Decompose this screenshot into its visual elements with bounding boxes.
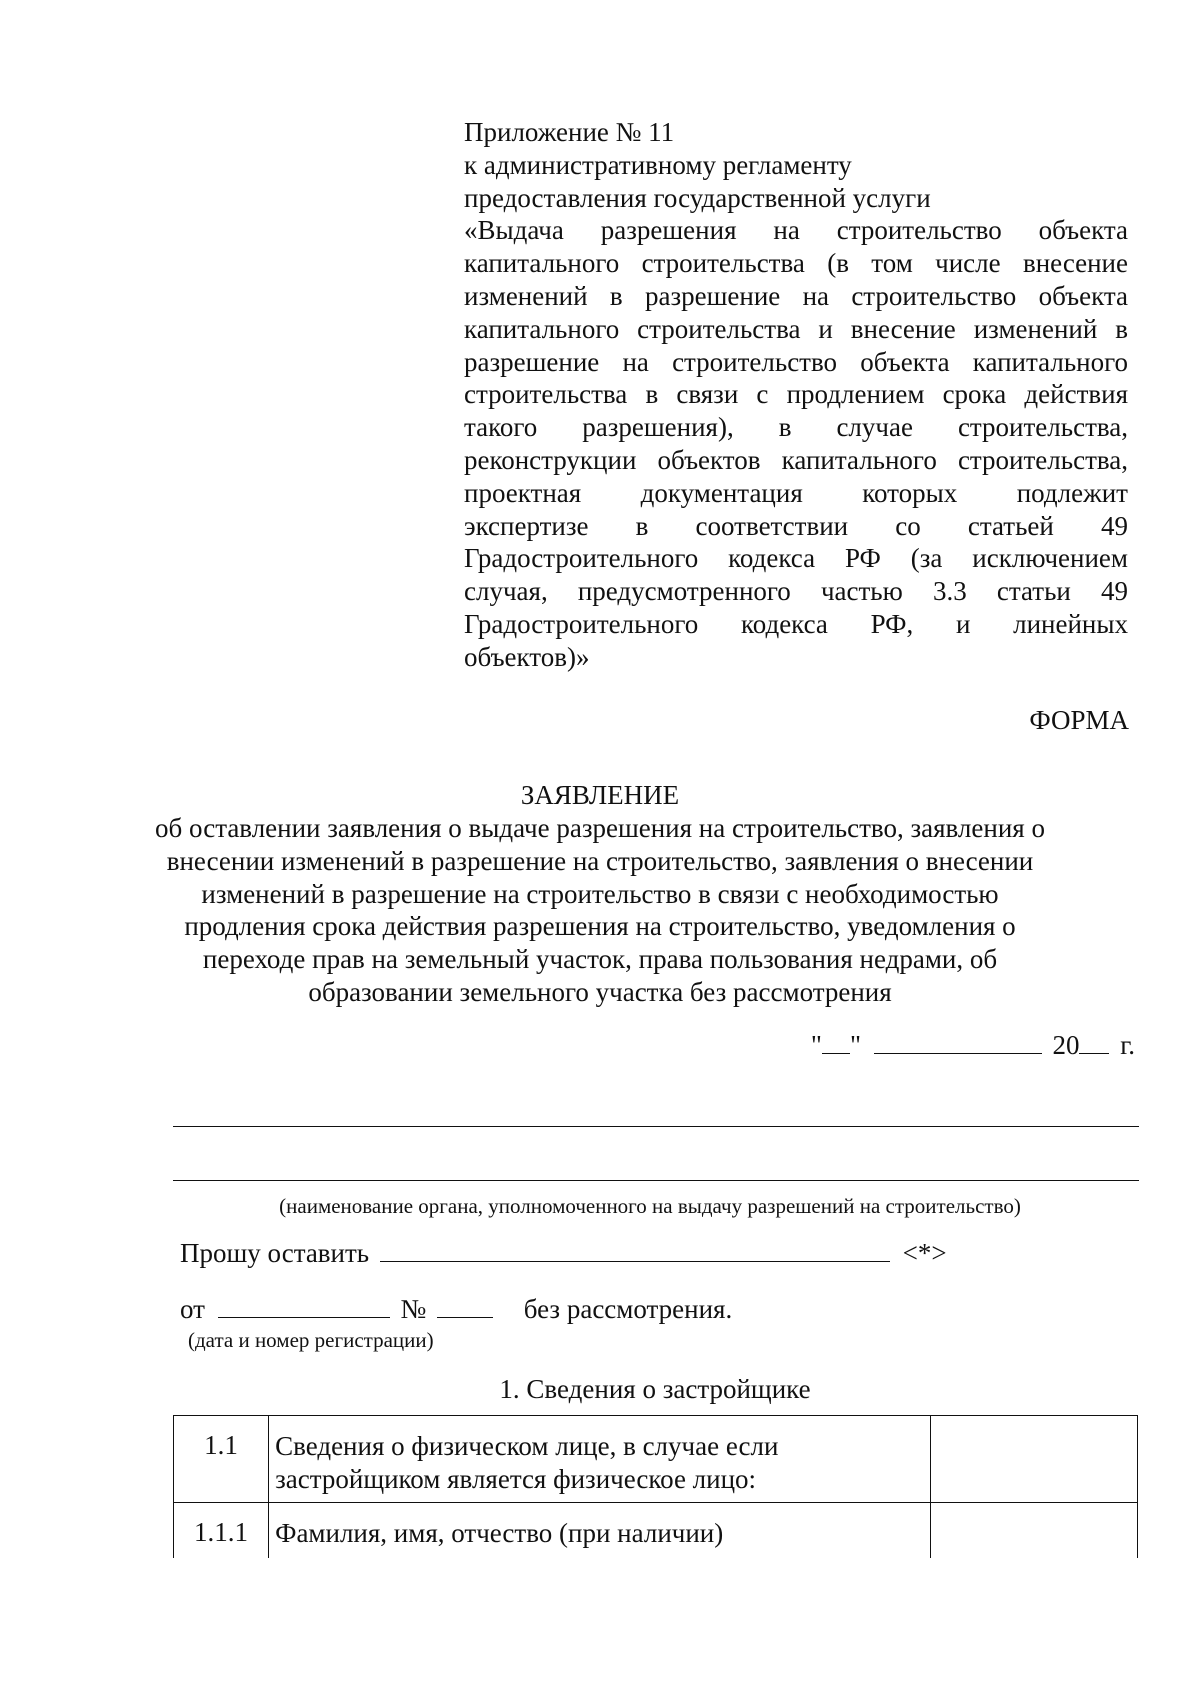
appendix-line: Приложение № 11 (464, 117, 675, 147)
row-value-cell[interactable] (931, 1416, 1138, 1503)
row-number: 1.1.1 (174, 1503, 269, 1558)
appendix-line: капитального строительства (в том числе внесение (464, 248, 1128, 279)
registration-date-blank[interactable] (218, 1295, 390, 1318)
subtitle-line: переходе прав на земельный участок, права пользования недрами, об (202, 944, 998, 975)
request-object-blank[interactable] (380, 1239, 890, 1262)
year-blank[interactable] (1079, 1031, 1109, 1054)
request-label: Прошу оставить (180, 1238, 370, 1268)
row-label-line: Фамилия, имя, отчество (при наличии) (275, 1518, 724, 1548)
year-suffix: г. (1120, 1030, 1135, 1060)
registration-caption: (дата и номер регистрации) (188, 1328, 434, 1352)
appendix-line: «Выдача разрешения на строительство объекта (464, 215, 1128, 246)
date-quote-open: " (810, 1030, 822, 1060)
appendix-line: Градостроительного кодекса РФ (за исключением (464, 543, 1128, 574)
month-blank[interactable] (874, 1031, 1042, 1054)
date-quote-close: " (849, 1030, 861, 1060)
date-line (811, 1030, 1135, 1061)
from-label: от (180, 1294, 205, 1324)
year-prefix: 20 (1052, 1030, 1080, 1060)
table-row (174, 1416, 1138, 1503)
row-label-line: Сведения о физическом лице, в случае если (275, 1431, 779, 1461)
appendix-line: к административному регламенту (464, 149, 852, 180)
appendix-line: строительства в связи с продлением срока действия (464, 379, 1128, 410)
row-number: 1.1 (174, 1416, 269, 1503)
footnote-mark: <*> (902, 1238, 947, 1268)
subtitle-line: об оставлении заявления о выдаче разрешения на строительство, заявления о (155, 813, 1045, 843)
appendix-line: реконструкции объектов капитального строительства, (464, 444, 1128, 475)
day-blank[interactable] (822, 1031, 850, 1054)
table-row (174, 1503, 1138, 1558)
subtitle-line: продления срока действия разрешения на строительство, уведомления о (184, 911, 1016, 942)
row-value-cell[interactable] (931, 1503, 1138, 1558)
section-title: 1. Сведения о застройщике (499, 1374, 811, 1404)
registration-number-blank[interactable] (437, 1295, 493, 1318)
appendix-line: капитального строительства и внесение изменений в (464, 313, 1128, 344)
appendix-line: разрешение на строительство объекта капитального (464, 346, 1128, 377)
appendix-header (464, 116, 1128, 674)
row-label (269, 1416, 931, 1503)
appendix-line: предоставления государственной услуги (464, 182, 931, 213)
row-label (269, 1503, 931, 1558)
document-subtitle (0, 812, 1200, 1009)
appendix-line: случая, предусмотренного частью 3.3 статьи 49 (464, 576, 1128, 607)
row-label-line: застройщиком является физическое лицо: (275, 1463, 757, 1494)
number-label: № (400, 1294, 427, 1324)
developer-info-table (173, 1415, 1138, 1558)
form-label: ФОРМА (1029, 705, 1129, 735)
request-line (180, 1238, 947, 1269)
organ-name-line-2[interactable] (173, 1180, 1139, 1181)
appendix-line: проектная документация которых подлежит (464, 477, 1128, 508)
subtitle-line: образовании земельного участка без рассмотрения (308, 976, 892, 1007)
document-title: ЗАЯВЛЕНИЕ (520, 780, 680, 810)
subtitle-line: изменений в разрешение на строительство в связи с необходимостью (201, 878, 999, 909)
appendix-line: экспертизе в соответствии со статьей 49 (464, 510, 1128, 541)
organ-name-line-1[interactable] (173, 1126, 1139, 1127)
subtitle-line: внесении изменений в разрешение на строительство, заявления о внесении (166, 845, 1034, 876)
organ-caption: (наименование органа, уполномоченного на выдачу разрешений на строительство) (279, 1194, 1021, 1218)
appendix-line: объектов)» (464, 641, 590, 672)
from-line (180, 1294, 732, 1325)
appendix-line: такого разрешения), в случае строительства, (464, 412, 1128, 443)
appendix-line: изменений в разрешение на строительство объекта (464, 280, 1128, 311)
appendix-line: Градостроительного кодекса РФ, и линейных (464, 608, 1128, 639)
from-suffix: без рассмотрения. (523, 1294, 733, 1324)
